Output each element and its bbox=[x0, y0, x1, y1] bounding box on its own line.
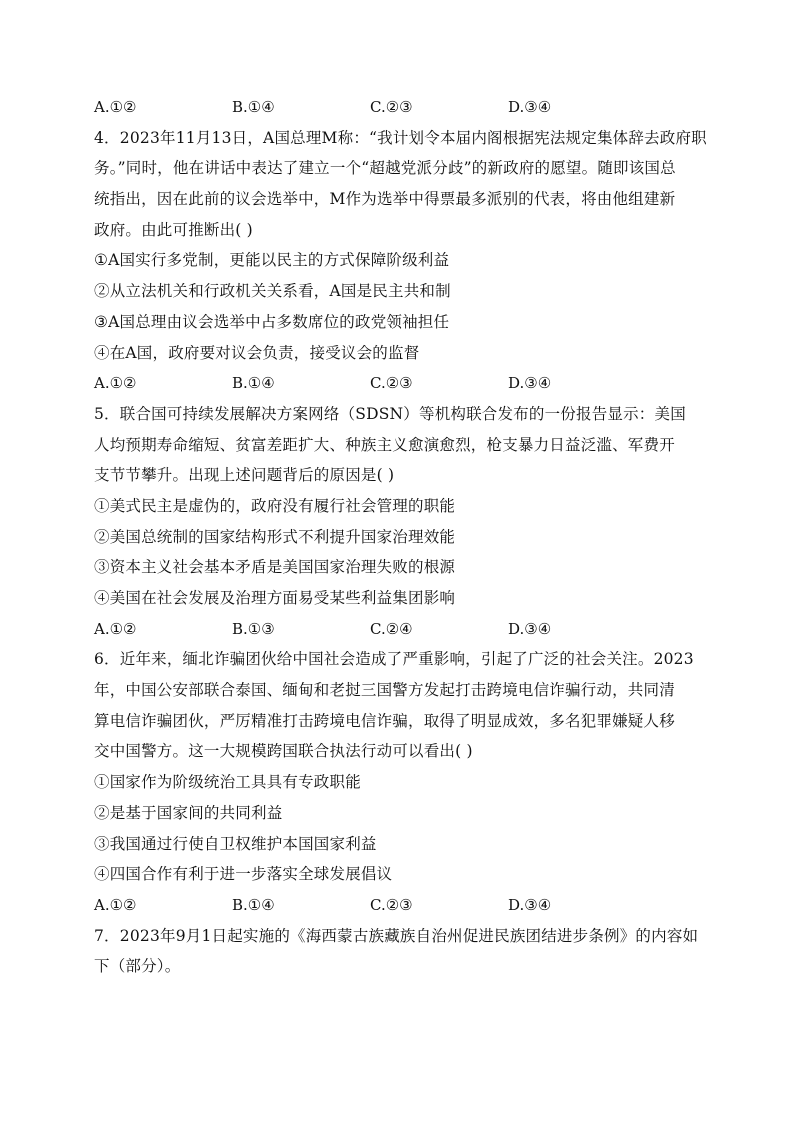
question-stem-line: 5．联合国可持续发展解决方案网络（SDSN）等机构联合发布的一份报告显示：美国 bbox=[94, 404, 686, 423]
statement-item: ③我国通过行使自卫权维护本国国家利益 bbox=[94, 834, 377, 853]
answer-options bbox=[94, 890, 698, 921]
option-c: C.②③ bbox=[370, 374, 413, 393]
statement-item: ①A国实行多党制，更能以民主的方式保障阶级利益 bbox=[94, 251, 450, 270]
answer-options bbox=[94, 368, 698, 399]
question-7 bbox=[94, 921, 698, 982]
statement-item: ②美国总统制的国家结构形式不利提升国家治理效能 bbox=[94, 527, 456, 546]
statement-item: ①美式民主是虚伪的，政府没有履行社会管理的职能 bbox=[94, 496, 456, 515]
option-b: B.①④ bbox=[232, 98, 275, 116]
question-stem-line: 交中国警方。这一大规模跨国联合执法行动可以看出( ) bbox=[94, 742, 473, 761]
option-b: B.①④ bbox=[232, 374, 275, 393]
statement-item: ③A国总理由议会选举中占多数席位的政党领袖担任 bbox=[94, 312, 450, 331]
answer-options bbox=[94, 614, 698, 645]
header-options bbox=[94, 92, 698, 123]
option-a: A.①② bbox=[94, 619, 137, 638]
question-5 bbox=[94, 399, 698, 645]
question-stem-line: 算电信诈骗团伙，严厉精准打击跨境电信诈骗，取得了明显成效，多名犯罪嫌疑人移 bbox=[94, 711, 675, 730]
option-b: B.①③ bbox=[232, 619, 275, 638]
question-stem-line: 7．2023年9月1日起实施的《海西蒙古族藏族自治州促进民族团结进步条例》的内容如 bbox=[94, 926, 699, 945]
statement-item: ④美国在社会发展及治理方面易受某些利益集团影响 bbox=[94, 589, 456, 607]
option-a: A.①② bbox=[94, 895, 137, 914]
question-4 bbox=[94, 123, 707, 399]
option-c: C.②③ bbox=[370, 895, 413, 914]
option-d: D.③④ bbox=[508, 619, 552, 638]
question-stem-line: 4．2023年11月13日，A国总理M称：“我计划令本届内阁根据宪法规定集体辞去政府职 bbox=[94, 128, 707, 147]
option-c: C.②④ bbox=[370, 619, 413, 638]
question-stem-line: 年，中国公安部联合泰国、缅甸和老挝三国警方发起打击跨境电信诈骗行动，共同清 bbox=[94, 681, 675, 700]
question-stem-line: 下（部分）。 bbox=[94, 957, 181, 976]
question-stem-line: 支节节攀升。出现上述问题背后的原因是( ) bbox=[94, 466, 395, 485]
question-stem-line: 人均预期寿命缩短、贫富差距扩大、种族主义愈演愈烈，枪支暴力日益泛滥、军费开 bbox=[94, 435, 675, 454]
statement-item: ①国家作为阶级统治工具具有专政职能 bbox=[94, 773, 361, 792]
statement-item: ③资本主义社会基本矛盾是美国国家治理失败的根源 bbox=[94, 558, 456, 577]
option-d: D.③④ bbox=[508, 98, 552, 116]
option-a: A.①② bbox=[94, 374, 137, 393]
document-page bbox=[94, 92, 707, 982]
option-d: D.③④ bbox=[508, 895, 552, 914]
question-6 bbox=[94, 644, 698, 920]
statement-item: ④在A国，政府要对议会负责，接受议会的监督 bbox=[94, 343, 420, 362]
option-a: A.①② bbox=[94, 98, 137, 116]
question-stem-line: 务。”同时，他在讲话中表达了建立一个“超越党派分歧”的新政府的愿望。随即该国总 bbox=[94, 159, 676, 178]
option-c: C.②③ bbox=[370, 98, 413, 116]
question-stem-line: 政府。由此可推断出( ) bbox=[94, 220, 253, 239]
question-stem-line: 统指出，因在此前的议会选举中，M作为选举中得票最多派别的代表，将由他组建新 bbox=[94, 190, 676, 209]
statement-item: ②从立法机关和行政机关关系看，A国是民主共和制 bbox=[94, 282, 451, 301]
statement-item: ④四国合作有利于进一步落实全球发展倡议 bbox=[94, 865, 393, 884]
option-d: D.③④ bbox=[508, 374, 552, 393]
question-stem-line: 6．近年来，缅北诈骗团伙给中国社会造成了严重影响，引起了广泛的社会关注。2023 bbox=[94, 650, 694, 669]
option-b: B.①④ bbox=[232, 895, 275, 914]
statement-item: ②是基于国家间的共同利益 bbox=[94, 803, 283, 822]
